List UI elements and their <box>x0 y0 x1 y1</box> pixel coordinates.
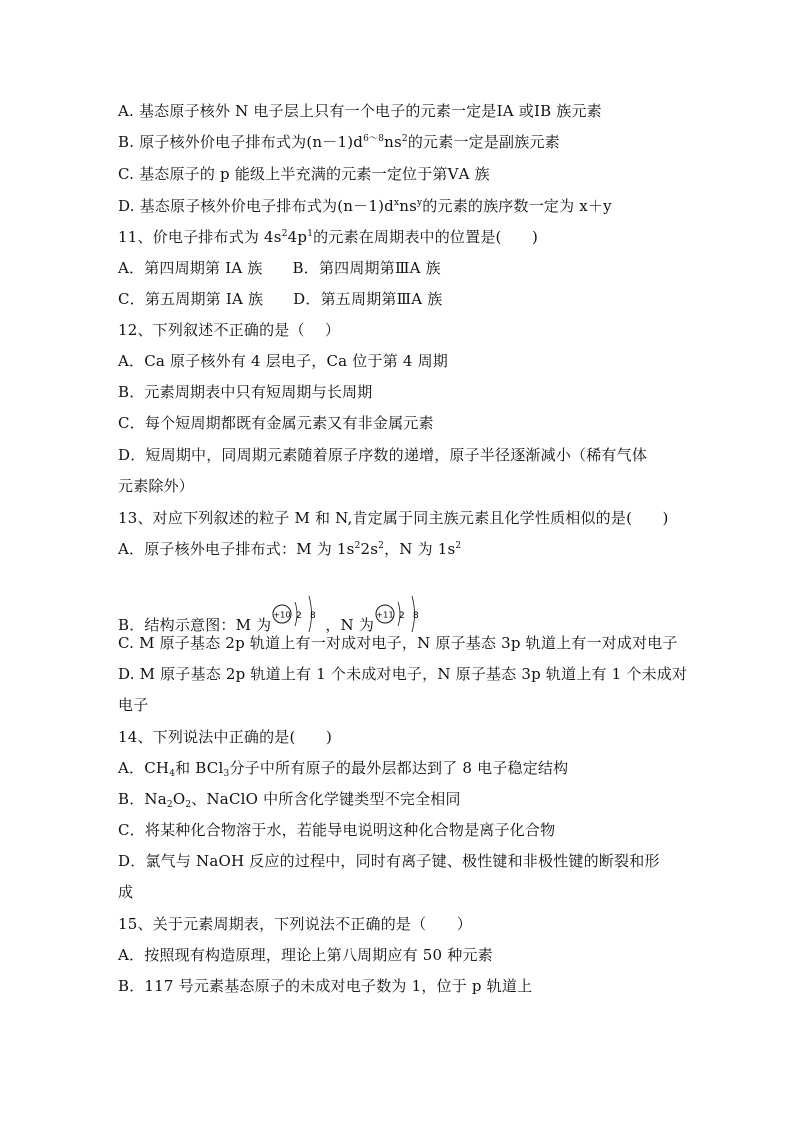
q12-option-d: D．短周期中，同周期元素随着原子序数的递增，原子半径逐渐减小（稀有气体 <box>118 446 648 464</box>
q13-stem: 13、对应下列叙述的粒子 M 和 N,肯定属于同主族元素且化学性质相似的是( ) <box>118 509 669 527</box>
q13-option-b: B．结构示意图：M 为 +10 2 8 ，N 为 +11 2 8 <box>118 594 428 636</box>
q15-option-a: A．按照现有构造原理，理论上第八周期应有 50 种元素 <box>118 946 493 964</box>
q11-options-ab: A．第四周期第 IA 族 B．第四周期第ⅢA 族 <box>118 259 441 277</box>
q14-option-d: D．氯气与 NaOH 反应的过程中，同时有离子键、极性键和非极性键的断裂和形 <box>118 852 660 870</box>
q13-option-c: C. M 原子基态 2p 轨道上有一对成对电子，N 原子基态 3p 轨道上有一对成对电子 <box>118 634 678 652</box>
q14-stem: 14、下列说法中正确的是( ) <box>118 728 332 746</box>
svg-text:8: 8 <box>310 611 317 621</box>
q12-option-c: C．每个短周期都既有金属元素又有非金属元素 <box>118 414 434 432</box>
q12-option-a: A．Ca 原子核外有 4 层电子，Ca 位于第 4 周期 <box>118 352 448 370</box>
q10-option-b: B. 原子核外价电子排布式为$(n-1)d^{6\sim 8}ns^2$的元素一定是副族元素 <box>118 133 560 151</box>
q15-stem: 15、关于元素周期表，下列说法不正确的是（ ） <box>118 915 472 933</box>
q13-option-d-continued: 电子 <box>118 696 149 714</box>
q13-option-d: D. M 原子基态 2p 轨道上有 1 个未成对电子，N 原子基态 3p 轨道上有 1 个未成对 <box>118 665 688 683</box>
q13-option-a: A．原子核外电子排布式：M 为 $1s^22s^2$，N 为 $1s^2$ <box>118 540 462 558</box>
q14-option-a: A．$CH_4$和 BCl$_3$分子中所有原子的最外层都达到了 8 电子稳定结构 <box>118 759 569 779</box>
q14-option-c: C．将某种化合物溶于水，若能导电说明这种化合物是离子化合物 <box>118 821 556 839</box>
atom-structure-diagram-n <box>374 594 428 636</box>
q10-option-d: D. 基态原子核外价电子排布式为$(n-1)d^xns^y$的元素的族序数一定为 x＋y <box>118 197 612 215</box>
q14-option-b: B．$Na_2O_2$、NaClO 中所含化学键类型不完全相同 <box>118 790 461 810</box>
q10-option-a: A. 基态原子核外 N 电子层上只有一个电子的元素一定是ⅠA 或ⅠB 族元素 <box>118 102 602 120</box>
atom-structure-diagram-m <box>271 594 325 636</box>
q12-option-b: B．元素周期表中只有短周期与长周期 <box>118 383 373 401</box>
svg-text:8: 8 <box>413 611 420 621</box>
q12-stem: 12、下列叙述不正确的是（ ） <box>118 321 341 339</box>
svg-text:+11: +11 <box>376 610 394 620</box>
svg-text:2: 2 <box>296 611 303 621</box>
q11-options-cd: C．第五周期第 IA 族 D．第五周期第ⅢA 族 <box>118 290 443 308</box>
q12-option-d-continued: 元素除外） <box>118 477 195 495</box>
q14-option-d-continued: 成 <box>118 883 134 901</box>
q10-option-c: C. 基态原子的 p 能级上半充满的元素一定位于第ⅤA 族 <box>118 165 490 183</box>
q11-stem: 11、价电子排布式为 $4s^24p^1$的元素在周期表中的位置是( ) <box>118 228 539 246</box>
svg-text:+10: +10 <box>273 610 292 620</box>
q15-option-b: B．117 号元素基态原子的未成对电子数为 1，位于 p 轨道上 <box>118 977 533 995</box>
svg-text:2: 2 <box>399 611 406 621</box>
